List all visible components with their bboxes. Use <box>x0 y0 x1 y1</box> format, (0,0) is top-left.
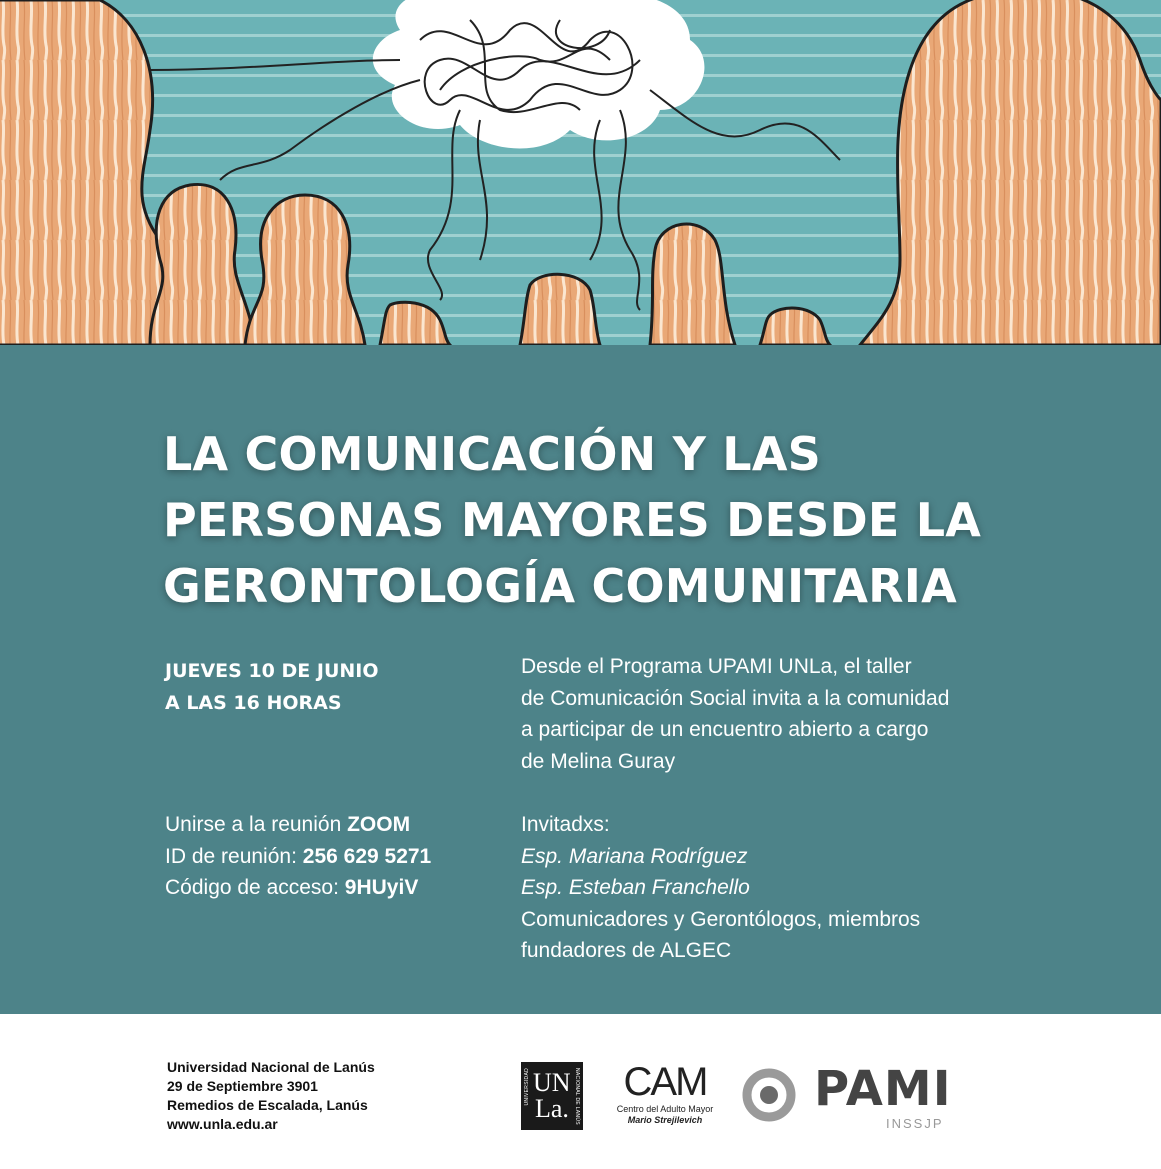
unla-logo-side-text: UNIVERSIDAD <box>524 1068 530 1106</box>
zoom-info <box>165 809 431 904</box>
pami-logo-mark: PAMI <box>814 1061 952 1117</box>
cam-logo-line1: Centro del Adulto Mayor <box>616 1104 714 1114</box>
pami-logo-sub: INSSJP <box>886 1116 944 1131</box>
zoom-code-value: 9HUyiV <box>344 876 419 899</box>
description-line: Desde el Programa UPAMI UNLa, el taller <box>521 655 912 678</box>
title-line: PERSONAS MAYORES DESDE LA <box>163 493 982 547</box>
unla-logo-side-text: NACIONAL DE LANÚS <box>574 1068 580 1125</box>
hero-illustration <box>0 0 1161 345</box>
zoom-id-line <box>165 841 431 873</box>
people-talking-illustration <box>0 0 1161 345</box>
guest-name: Esp. Esteban Franchello <box>521 876 750 899</box>
title-line: GERONTOLOGÍA COMUNITARIA <box>163 559 957 613</box>
guests-role-line: Comunicadores y Gerontólogos, miembros <box>521 907 921 931</box>
description-line: de Melina Guray <box>521 749 676 773</box>
pami-logo <box>742 1061 962 1136</box>
zoom-id-label: ID de reunión: <box>165 844 303 868</box>
event-panel <box>0 345 1161 1014</box>
guests-role-line: fundadores de ALGEC <box>521 939 732 962</box>
zoom-join-line <box>165 809 431 841</box>
unla-logo-bottom: La. <box>535 1094 569 1123</box>
zoom-join-label: Unirse a la reunión <box>165 813 348 836</box>
zoom-join-value: ZOOM <box>347 813 411 836</box>
university-address <box>167 1058 375 1134</box>
description-line: de Comunicación Social invita a la comunidad <box>521 686 950 710</box>
unla-logo-top: UN <box>533 1068 571 1097</box>
unla-logo <box>521 1062 583 1130</box>
event-date: JUEVES 10 DE JUNIO <box>165 660 379 682</box>
event-schedule <box>165 655 379 719</box>
address-line: Universidad Nacional de Lanús <box>167 1059 375 1075</box>
cam-logo <box>606 1060 724 1140</box>
event-time: A LAS 16 HORAS <box>165 692 342 714</box>
guest-name: Esp. Mariana Rodríguez <box>521 844 748 868</box>
title-line: LA COMUNICACIÓN Y LAS <box>163 427 821 481</box>
address-line: 29 de Septiembre 3901 <box>167 1078 318 1094</box>
address-line: Remedios de Escalada, Lanús <box>167 1097 368 1113</box>
guests-label: Invitadxs: <box>521 813 610 836</box>
zoom-id-value: 256 629 5271 <box>302 844 432 868</box>
website-link[interactable]: www.unla.edu.ar <box>167 1116 278 1132</box>
zoom-code-label: Código de acceso: <box>165 876 345 899</box>
guests-info <box>521 809 920 967</box>
zoom-code-line <box>165 872 431 904</box>
cam-logo-line2: Mario Strejilevich <box>627 1115 703 1125</box>
cam-logo-mark: CAM <box>623 1060 707 1104</box>
event-description <box>521 651 949 777</box>
description-line: a participar de un encuentro abierto a cargo <box>521 718 929 741</box>
event-title <box>163 421 1063 619</box>
pami-ring-icon <box>742 1068 796 1122</box>
footer <box>0 1014 1161 1169</box>
